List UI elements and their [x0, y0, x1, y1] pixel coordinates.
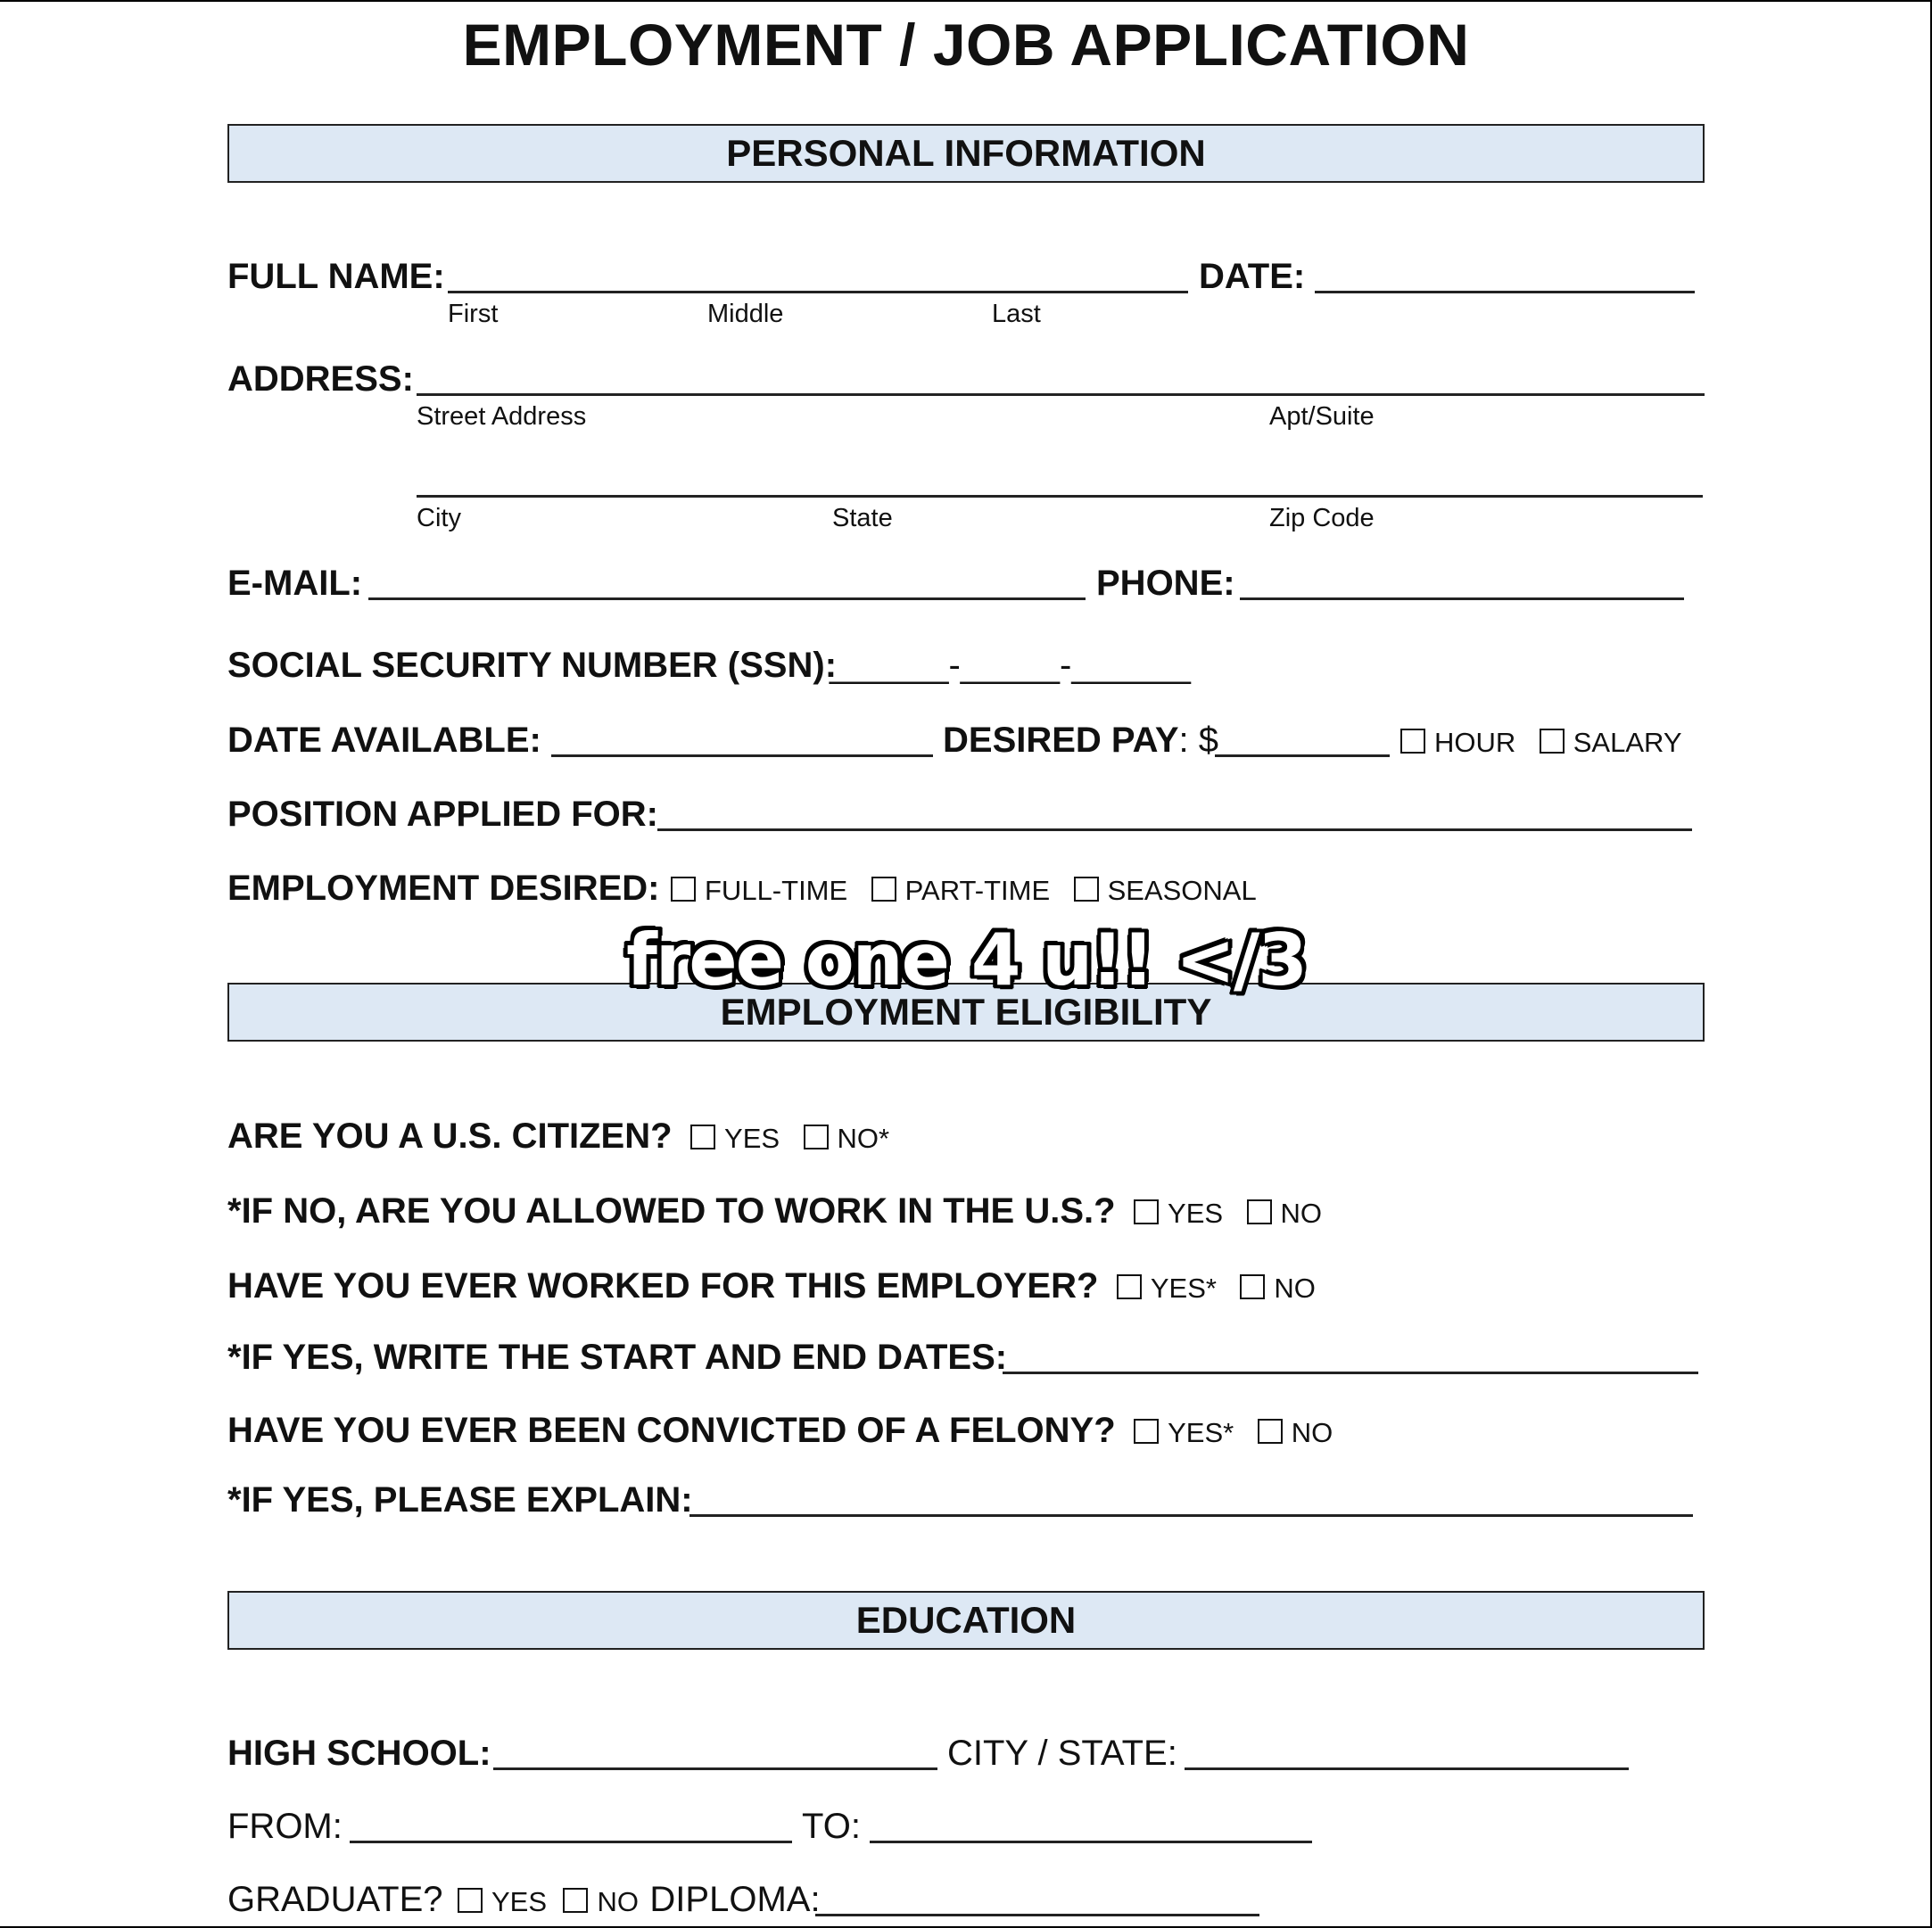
from-field[interactable]: [350, 1841, 792, 1843]
worked-no-checkbox[interactable]: [1240, 1274, 1265, 1299]
section-header-eligibility: EMPLOYMENT ELIGIBILITY: [227, 983, 1705, 1042]
form-title: EMPLOYMENT / JOB APPLICATION: [462, 12, 1470, 78]
section-header-personal: PERSONAL INFORMATION: [227, 124, 1705, 183]
desired-pay-label: DESIRED PAY: [943, 721, 1179, 760]
part-time-label: PART-TIME: [904, 875, 1051, 906]
salary-checkbox[interactable]: [1540, 729, 1565, 754]
seasonal-checkbox[interactable]: [1074, 877, 1099, 902]
salary-option[interactable]: [1540, 727, 1682, 758]
high-school-label: HIGH SCHOOL:: [227, 1734, 491, 1773]
phone-label: PHONE:: [1096, 564, 1235, 603]
ssn-field[interactable]: ______-_____-______: [830, 646, 1191, 685]
diploma-field[interactable]: [815, 1914, 1259, 1916]
employment-desired-options: [671, 875, 1276, 907]
hour-option-label: HOUR: [1434, 727, 1516, 758]
worked-yes-option[interactable]: [1117, 1273, 1217, 1304]
email-field[interactable]: [368, 597, 1086, 600]
city-state-label: CITY / STATE:: [947, 1734, 1177, 1773]
allowed-no-label: NO: [1280, 1198, 1323, 1229]
citizen-label: ARE YOU A U.S. CITIZEN?: [227, 1116, 673, 1156]
felony-no-label: NO: [1291, 1417, 1333, 1448]
date-available-label: DATE AVAILABLE:: [227, 721, 541, 760]
start-end-dates-field[interactable]: [1003, 1372, 1698, 1374]
full-name-label: FULL NAME:: [227, 257, 445, 296]
worked-no-label: NO: [1274, 1273, 1316, 1304]
date-label: DATE:: [1199, 257, 1306, 296]
start-end-dates-label: *IF YES, WRITE THE START AND END DATES:: [227, 1338, 1008, 1377]
state-caption: State: [832, 504, 893, 532]
part-time-checkbox[interactable]: [871, 877, 896, 902]
graduate-yes-label: YES: [491, 1886, 548, 1917]
desired-pay-currency: : $: [1178, 721, 1219, 760]
felony-no-option[interactable]: [1258, 1417, 1333, 1448]
ssn-label: SOCIAL SECURITY NUMBER (SSN):: [227, 646, 838, 685]
felony-yes-checkbox[interactable]: [1134, 1419, 1159, 1444]
zip-code-caption: Zip Code: [1269, 504, 1375, 532]
date-available-field[interactable]: [551, 754, 933, 757]
pay-options: [1400, 727, 1702, 759]
work-authorization-row: [227, 1191, 1342, 1232]
email-label: E-MAIL:: [227, 564, 363, 603]
overlay-caption: free one 4 u!! </3: [626, 919, 1306, 1001]
work-authorization-label: *IF NO, ARE YOU ALLOWED TO WORK IN THE U.S.?: [227, 1191, 1116, 1231]
citizen-yes-option[interactable]: [690, 1123, 780, 1154]
felony-no-checkbox[interactable]: [1258, 1419, 1283, 1444]
street-address-caption: Street Address: [417, 402, 587, 431]
graduate-yes-option[interactable]: [458, 1886, 547, 1917]
citizen-no-checkbox[interactable]: [804, 1125, 829, 1149]
desired-pay-group: [943, 721, 1218, 761]
graduate-row: [227, 1880, 821, 1920]
street-address-field[interactable]: [417, 393, 1705, 396]
explain-label: *IF YES, PLEASE EXPLAIN:: [227, 1480, 693, 1520]
full-time-checkbox[interactable]: [671, 877, 696, 902]
worked-yes-label: YES*: [1150, 1273, 1217, 1304]
graduate-yes-checkbox[interactable]: [458, 1888, 483, 1913]
full-time-option[interactable]: [671, 875, 847, 906]
graduate-label: GRADUATE?: [227, 1880, 443, 1919]
middle-name-caption: Middle: [707, 300, 784, 328]
position-label: POSITION APPLIED FOR:: [227, 795, 658, 834]
hour-option[interactable]: [1400, 727, 1515, 758]
to-label: TO:: [802, 1807, 861, 1846]
worked-no-option[interactable]: [1240, 1273, 1316, 1304]
citizen-yes-checkbox[interactable]: [690, 1125, 715, 1149]
graduate-no-option[interactable]: [563, 1886, 639, 1917]
prior-employment-row: [227, 1266, 1335, 1306]
graduate-no-label: NO: [597, 1886, 639, 1917]
diploma-label: DIPLOMA:: [649, 1880, 821, 1919]
worked-yes-checkbox[interactable]: [1117, 1274, 1142, 1299]
allowed-yes-label: YES: [1168, 1198, 1224, 1229]
city-state-field[interactable]: [1185, 1767, 1629, 1770]
apt-suite-caption: Apt/Suite: [1269, 402, 1375, 431]
desired-pay-field[interactable]: [1215, 754, 1390, 757]
citizen-row: [227, 1116, 909, 1157]
date-field[interactable]: [1315, 291, 1695, 293]
city-caption: City: [417, 504, 461, 532]
employment-desired-label: EMPLOYMENT DESIRED:: [227, 869, 660, 908]
felony-yes-label: YES*: [1168, 1417, 1234, 1448]
address-label: ADDRESS:: [227, 359, 414, 399]
last-name-caption: Last: [992, 300, 1041, 328]
explain-field[interactable]: [689, 1514, 1693, 1517]
citizen-no-option[interactable]: [804, 1123, 890, 1154]
citizen-yes-label: YES: [724, 1123, 780, 1154]
city-state-zip-field[interactable]: [417, 495, 1703, 498]
seasonal-option[interactable]: [1074, 875, 1257, 906]
graduate-no-checkbox[interactable]: [563, 1888, 588, 1913]
seasonal-label: SEASONAL: [1107, 875, 1257, 906]
allowed-no-checkbox[interactable]: [1247, 1199, 1272, 1224]
allowed-no-option[interactable]: [1247, 1198, 1323, 1229]
part-time-option[interactable]: [871, 875, 1050, 906]
full-name-field[interactable]: [448, 291, 1188, 293]
to-field[interactable]: [870, 1841, 1312, 1843]
salary-option-label: SALARY: [1573, 727, 1682, 758]
hour-checkbox[interactable]: [1400, 729, 1425, 754]
full-time-label: FULL-TIME: [705, 875, 848, 906]
first-name-caption: First: [448, 300, 499, 328]
section-header-education: EDUCATION: [227, 1591, 1705, 1650]
position-field[interactable]: [657, 828, 1692, 831]
prior-employment-label: HAVE YOU EVER WORKED FOR THIS EMPLOYER?: [227, 1266, 1099, 1306]
phone-field[interactable]: [1240, 597, 1684, 600]
felony-yes-option[interactable]: [1134, 1417, 1234, 1448]
allowed-yes-checkbox[interactable]: [1134, 1199, 1159, 1224]
high-school-field[interactable]: [493, 1767, 937, 1770]
felony-label: HAVE YOU EVER BEEN CONVICTED OF A FELONY?: [227, 1411, 1116, 1450]
felony-row: [227, 1411, 1352, 1451]
from-label: FROM:: [227, 1807, 343, 1846]
citizen-no-label: NO*: [837, 1123, 890, 1154]
allowed-yes-option[interactable]: [1134, 1198, 1223, 1229]
